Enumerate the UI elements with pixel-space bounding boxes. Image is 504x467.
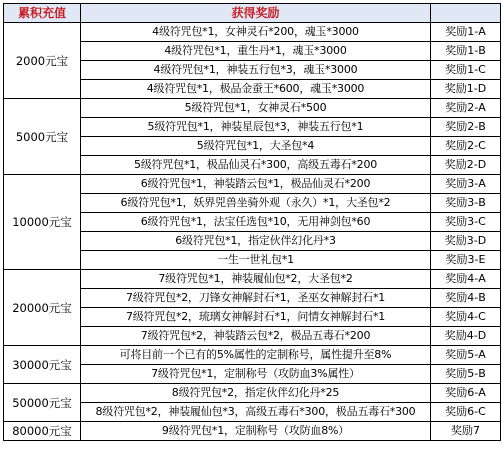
reward-cell: 7级符咒包*1，神装履仙包*2，大圣包*2 <box>81 270 431 289</box>
tier-cell: 50000元宝 <box>4 384 81 422</box>
reward-code-cell: 奖励5-A <box>431 346 501 365</box>
reward-code-cell: 奖励2-D <box>431 156 501 175</box>
reward-cell: 8级符咒包*2，神装履仙包*3，高级五毒石*300，极品五毒石*300 <box>81 403 431 422</box>
reward-code-cell: 奖励1-A <box>431 23 501 42</box>
table-body <box>4 23 501 441</box>
reward-cell: 4级符咒包*1，女神灵石*200，魂玉*3000 <box>81 23 431 42</box>
reward-cell: 6级符咒包*1，神装踏云包*1，极品仙灵石*200 <box>81 175 431 194</box>
tier-cell: 10000元宝 <box>4 175 81 270</box>
header-tier: 累积充值 <box>4 4 81 23</box>
reward-code-cell: 奖励3-A <box>431 175 501 194</box>
reward-cell: 7级符咒包*2，神装踏云包*2，极品五毒石*200 <box>81 327 431 346</box>
header-code <box>431 4 501 23</box>
reward-code-cell: 奖励3-D <box>431 232 501 251</box>
header-row <box>4 4 501 23</box>
tier-cell: 2000元宝 <box>4 23 81 99</box>
recharge-rewards-table <box>3 3 501 441</box>
reward-cell: 5级符咒包*1，神装星辰包*3，神装五行包*1 <box>81 118 431 137</box>
tier-cell: 80000元宝 <box>4 422 81 441</box>
reward-cell: 8级符咒包*2，指定伙伴幻化丹*25 <box>81 384 431 403</box>
tier-cell: 20000元宝 <box>4 270 81 346</box>
reward-code-cell: 奖励7 <box>431 422 501 441</box>
reward-code-cell: 奖励1-B <box>431 42 501 61</box>
reward-code-cell: 奖励3-E <box>431 251 501 270</box>
table-row <box>4 384 501 403</box>
reward-code-cell: 奖励2-C <box>431 137 501 156</box>
tier-cell: 5000元宝 <box>4 99 81 175</box>
reward-code-cell: 奖励2-A <box>431 99 501 118</box>
reward-code-cell: 奖励4-C <box>431 308 501 327</box>
reward-code-cell: 奖励4-A <box>431 270 501 289</box>
reward-code-cell: 奖励6-C <box>431 403 501 422</box>
reward-cell: 7级符咒包*2，琉璃女神解封石*1，问情女神解封石*1 <box>81 308 431 327</box>
reward-cell: 6级符咒包*1，法宝任选包*10，无用神剑包*60 <box>81 213 431 232</box>
reward-cell: 4级符咒包*1，神装五行包*3，魂玉*3000 <box>81 61 431 80</box>
reward-code-cell: 奖励3-C <box>431 213 501 232</box>
reward-cell: 一生一世礼包*1 <box>81 251 431 270</box>
tier-cell: 30000元宝 <box>4 346 81 384</box>
reward-cell: 4级符咒包*1，重生丹*1，魂玉*3000 <box>81 42 431 61</box>
reward-cell: 5级符咒包*1，极品仙灵石*300，高级五毒石*200 <box>81 156 431 175</box>
reward-cell: 7级符咒包*2，刀锋女神解封石*1，圣巫女神解封石*1 <box>81 289 431 308</box>
reward-code-cell: 奖励3-B <box>431 194 501 213</box>
reward-cell: 5级符咒包*1，女神灵石*500 <box>81 99 431 118</box>
reward-code-cell: 奖励2-B <box>431 118 501 137</box>
table-row <box>4 23 501 42</box>
reward-code-cell: 奖励1-D <box>431 80 501 99</box>
reward-cell: 4级符咒包*1，极品金蚕王*600，魂玉*3000 <box>81 80 431 99</box>
table-row <box>4 422 501 441</box>
reward-code-cell: 奖励6-A <box>431 384 501 403</box>
table-row <box>4 346 501 365</box>
reward-code-cell: 奖励5-B <box>431 365 501 384</box>
reward-code-cell: 奖励4-D <box>431 327 501 346</box>
table-row <box>4 175 501 194</box>
reward-cell: 9级符咒包*1，定制称号（攻防血8%） <box>81 422 431 441</box>
reward-cell: 可将目前一个已有的5%属性的定制称号，属性提升至8% <box>81 346 431 365</box>
reward-code-cell: 奖励4-B <box>431 289 501 308</box>
header-reward: 获得奖励 <box>81 4 431 23</box>
reward-cell: 7级符咒包*1，定制称号（攻防血3%属性） <box>81 365 431 384</box>
reward-cell: 6级符咒包*1，指定伙伴幻化丹*3 <box>81 232 431 251</box>
reward-cell: 5级符咒包*1，大圣包*4 <box>81 137 431 156</box>
reward-cell: 6级符咒包*1，妖界兕兽坐骑外观（永久）*1，大圣包*2 <box>81 194 431 213</box>
table-row <box>4 270 501 289</box>
table-row <box>4 99 501 118</box>
reward-code-cell: 奖励1-C <box>431 61 501 80</box>
